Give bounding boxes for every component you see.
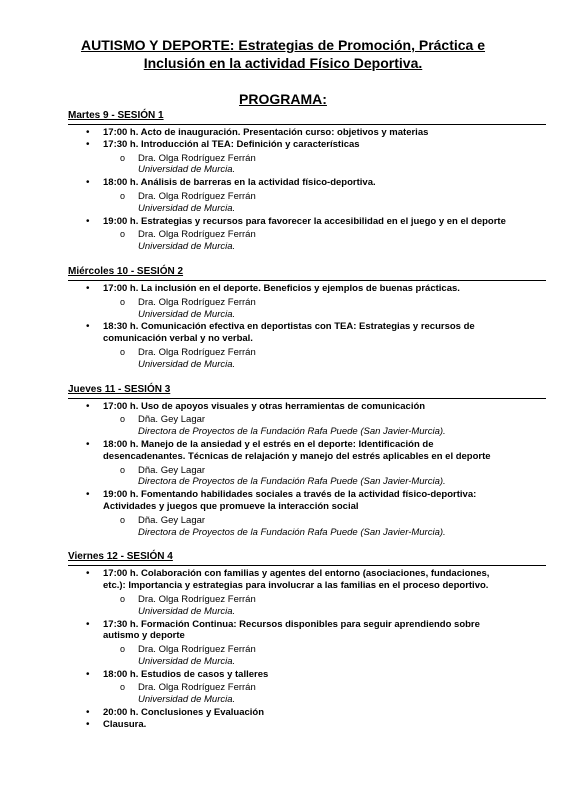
speaker-name: Dra. Olga Rodríguez Ferrán — [138, 682, 256, 694]
speaker-affiliation: Universidad de Murcia. — [138, 308, 236, 320]
speaker-list — [103, 229, 508, 253]
bullet-icon: • — [86, 400, 90, 412]
session-section — [68, 550, 508, 730]
speaker-list — [103, 414, 508, 438]
speaker-name: Dra. Olga Rodríguez Ferrán — [138, 229, 256, 241]
bullet-icon: • — [86, 138, 90, 150]
bullet-icon: • — [86, 282, 90, 294]
program-item-text: 18:30 h. Comunicación efectiva en deportistas con TEA: Estrategias y recursos de comunicación verbal y no verbal. — [103, 321, 475, 345]
bullet-icon: • — [86, 127, 90, 138]
bullet-icon: • — [86, 668, 90, 680]
session-item-list — [68, 127, 508, 253]
speaker-affiliation: Directora de Proyectos de la Fundación Rafa Puede (San Javier-Murcia). — [138, 476, 446, 488]
speaker-list — [103, 682, 508, 706]
program-item-text: 17:00 h. Acto de inauguración. Presentación curso: objetivos y materias — [103, 127, 429, 138]
program-item-text: 18:00 h. Análisis de barreras en la actividad físico-deportiva. — [103, 177, 376, 189]
session-item-list — [68, 568, 508, 730]
circle-bullet-icon: o — [120, 296, 126, 307]
bullet-icon: • — [86, 438, 90, 450]
program-item-text: 17:00 h. La inclusión en el deporte. Beneficios y ejemplos de buenas prácticas. — [103, 282, 460, 294]
program-item — [68, 568, 508, 617]
speaker-list — [103, 594, 508, 618]
bullet-icon: • — [86, 707, 90, 719]
bullet-icon: • — [86, 568, 90, 580]
circle-bullet-icon: o — [120, 464, 126, 475]
program-item — [68, 216, 508, 253]
circle-bullet-icon: o — [120, 593, 126, 604]
speaker-list — [103, 644, 508, 668]
session-item-list — [68, 401, 508, 539]
circle-bullet-icon: o — [120, 346, 126, 357]
speaker-list — [103, 347, 508, 371]
speaker-name: Dra. Olga Rodríguez Ferrán — [138, 296, 256, 308]
speaker-affiliation: Directora de Proyectos de la Fundación Rafa Puede (San Javier-Murcia). — [138, 426, 446, 438]
program-item — [68, 669, 508, 706]
program-item — [68, 127, 508, 139]
session-heading: Miércoles 10 - SESIÓN 2 — [68, 265, 546, 281]
program-item — [68, 489, 508, 538]
program-item — [68, 177, 508, 214]
program-heading: PROGRAMA: — [239, 91, 327, 107]
session-section — [68, 383, 508, 539]
speaker-list — [103, 191, 508, 215]
speaker-affiliation: Universidad de Murcia. — [138, 202, 236, 214]
bullet-icon: • — [86, 618, 90, 630]
session-heading: Viernes 12 - SESIÓN 4 — [68, 550, 546, 566]
title-line-1: AUTISMO Y DEPORTE: Estrategias de Promoción, Práctica e — [80, 37, 486, 53]
session-section — [68, 265, 508, 371]
speaker-list — [103, 153, 508, 177]
speaker-entry — [103, 347, 508, 371]
circle-bullet-icon: o — [120, 514, 126, 525]
speaker-affiliation: Universidad de Murcia. — [138, 241, 236, 253]
program-item-text: 19:00 h. Estrategias y recursos para favorecer la accesibilidad en el juego y en el deporte — [103, 215, 506, 227]
program-item-text: 17:00 h. Colaboración con familias y agentes del entorno (asociaciones, fundaciones, etc.): Importancia y estrategias para involucrar a las familias en el proceso deportivo. — [103, 568, 490, 592]
session-heading: Martes 9 - SESIÓN 1 — [68, 109, 546, 125]
program-item-text: 20:00 h. Conclusiones y Evaluación — [103, 707, 265, 719]
speaker-affiliation: Universidad de Murcia. — [138, 164, 236, 176]
speaker-name: Dra. Olga Rodríguez Ferrán — [138, 152, 256, 164]
program-item-text: 17:30 h. Introducción al TEA: Definición y características — [103, 138, 360, 150]
speaker-name: Dra. Olga Rodríguez Ferrán — [138, 644, 256, 656]
speaker-name: Dña. Gey Lagar — [138, 464, 206, 476]
speaker-entry — [103, 594, 508, 618]
program-item-text: Clausura. — [103, 718, 147, 730]
program-item — [68, 719, 508, 731]
speaker-list — [103, 297, 508, 321]
program-item — [68, 139, 508, 176]
speaker-name: Dña. Gey Lagar — [138, 514, 206, 526]
program-item — [68, 439, 508, 488]
speaker-list — [103, 515, 508, 539]
bullet-icon: • — [86, 718, 90, 730]
session-item-list — [68, 283, 508, 371]
speaker-entry — [103, 191, 508, 215]
speaker-name: Dra. Olga Rodríguez Ferrán — [138, 190, 256, 202]
program-item — [68, 619, 508, 668]
circle-bullet-icon: o — [120, 152, 126, 163]
title-line-2: Inclusión en la actividad Físico Deportiva. — [143, 55, 423, 71]
speaker-entry — [103, 229, 508, 253]
document-title — [40, 36, 526, 72]
bullet-icon: • — [86, 177, 90, 189]
speaker-affiliation: Universidad de Murcia. — [138, 605, 236, 617]
speaker-list — [103, 465, 508, 489]
circle-bullet-icon: o — [120, 682, 126, 693]
circle-bullet-icon: o — [120, 190, 126, 201]
speaker-affiliation: Universidad de Murcia. — [138, 655, 236, 667]
program-content — [68, 109, 508, 731]
speaker-entry — [103, 682, 508, 706]
speaker-affiliation: Universidad de Murcia. — [138, 358, 236, 370]
program-item-text: 17:30 h. Formación Continua: Recursos disponibles para seguir aprendiendo sobre autismo y deporte — [103, 618, 480, 642]
program-item — [68, 321, 508, 370]
speaker-entry — [103, 644, 508, 668]
speaker-affiliation: Directora de Proyectos de la Fundación Rafa Puede (San Javier-Murcia). — [138, 526, 446, 538]
speaker-entry — [103, 414, 508, 438]
program-item-text: 17:00 h. Uso de apoyos visuales y otras herramientas de comunicación — [103, 400, 426, 412]
program-item — [68, 283, 508, 320]
bullet-icon: • — [86, 321, 90, 333]
bullet-icon: • — [86, 215, 90, 227]
program-item-text: 19:00 h. Fomentando habilidades sociales a través de la actividad físico-deportiva: Actividades y juegos que promueve la interacción social — [103, 489, 477, 512]
circle-bullet-icon: o — [120, 229, 126, 240]
speaker-entry — [103, 153, 508, 177]
speaker-name: Dra. Olga Rodríguez Ferrán — [138, 346, 256, 358]
program-item — [68, 401, 508, 438]
circle-bullet-icon: o — [120, 644, 126, 655]
program-item-text: 18:00 h. Estudios de casos y talleres — [103, 668, 269, 680]
session-heading: Jueves 11 - SESIÓN 3 — [68, 383, 546, 399]
speaker-name: Dña. Gey Lagar — [138, 414, 206, 426]
speaker-name: Dra. Olga Rodríguez Ferrán — [138, 593, 256, 605]
speaker-entry — [103, 515, 508, 539]
program-item — [68, 707, 508, 719]
program-item-text: 18:00 h. Manejo de la ansiedad y el estrés en el deporte: Identificación de desencadenantes. Técnicas de relajación y manejo del estrés aplicables en el deporte — [103, 438, 491, 462]
bullet-icon: • — [86, 489, 90, 501]
speaker-affiliation: Universidad de Murcia. — [138, 694, 236, 706]
circle-bullet-icon: o — [120, 414, 126, 425]
speaker-entry — [103, 297, 508, 321]
speaker-entry — [103, 465, 508, 489]
session-section — [68, 109, 508, 253]
